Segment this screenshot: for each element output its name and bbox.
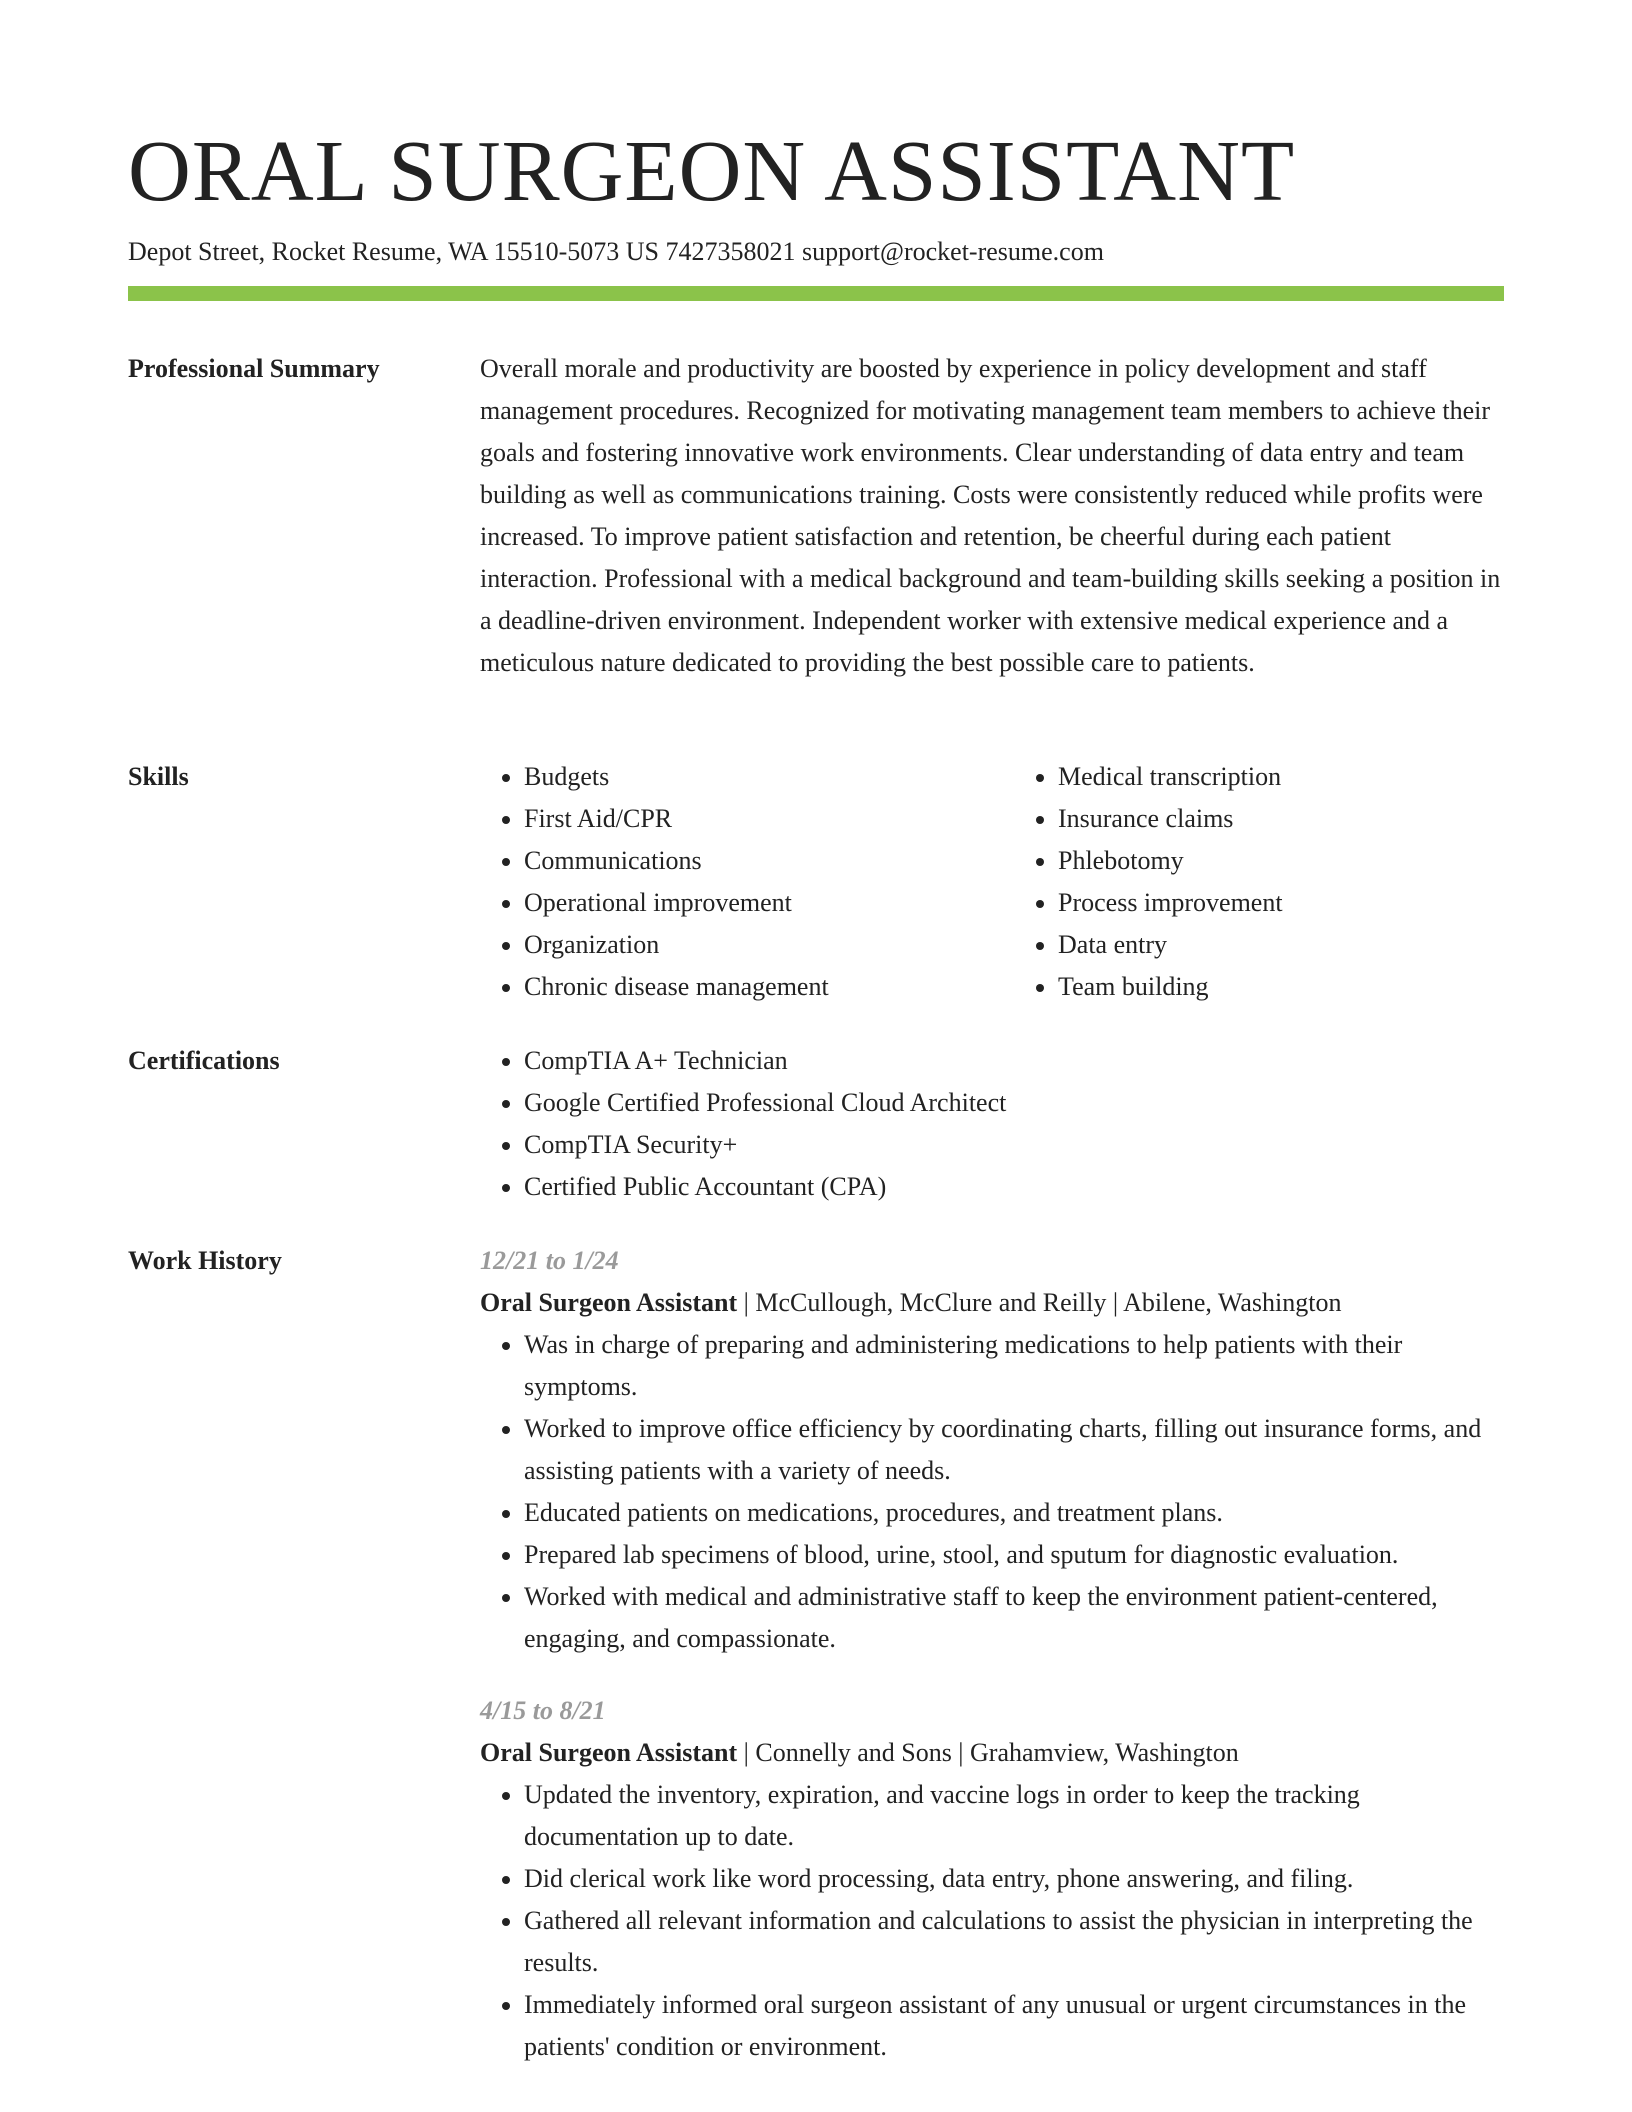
certification-item: • Certified Public Accountant (CPA)	[524, 1166, 1504, 1208]
certifications-section	[128, 1040, 1504, 1220]
contact-info: Depot Street, Rocket Resume, WA 15510-5073 US 7427358021 support@rocket-resume.com	[128, 237, 1104, 266]
skills-list-left	[480, 756, 970, 1008]
job-title: Oral Surgeon Assistant	[480, 1288, 738, 1317]
skill-item: • Phlebotomy	[1058, 840, 1504, 882]
job-heading	[480, 1282, 1504, 1324]
candidate-name: ORAL SURGEON ASSISTANT	[128, 122, 1296, 219]
summary-section	[128, 348, 1504, 728]
job-title: Oral Surgeon Assistant	[480, 1738, 738, 1767]
skill-item: • Medical transcription	[1058, 756, 1504, 798]
job-bullet: • Educated patients on medications, procedures, and treatment plans.	[524, 1492, 1504, 1534]
section-title-skills: Skills	[128, 762, 189, 791]
skill-item: • Operational improvement	[524, 882, 970, 924]
work-body	[480, 1240, 1504, 2068]
skill-item: • Data entry	[1058, 924, 1504, 966]
skill-item: • Chronic disease management	[524, 966, 970, 1008]
section-title-summary: Professional Summary	[128, 354, 380, 383]
job-bullets	[480, 1774, 1504, 2068]
job-dates: 12/21 to 1/24	[480, 1246, 619, 1275]
summary-body	[480, 348, 1504, 684]
section-title-certifications: Certifications	[128, 1046, 280, 1075]
skill-item: • Insurance claims	[1058, 798, 1504, 840]
job-entry	[480, 1240, 1504, 1660]
job-bullet: • Did clerical work like word processing, data entry, phone answering, and filing.	[524, 1858, 1504, 1900]
skill-item: • Team building	[1058, 966, 1504, 1008]
job-bullets	[480, 1324, 1504, 1660]
skills-list-right	[1014, 756, 1504, 1008]
skills-body	[480, 756, 1504, 1008]
job-bullet: • Immediately informed oral surgeon assistant of any unusual or urgent circumstances in the patients' condition or environment.	[524, 1984, 1504, 2068]
job-bullet: • Worked to improve office efficiency by coordinating charts, filling out insurance forms, and assisting patients with a variety of needs.	[524, 1408, 1504, 1492]
resume-header	[128, 118, 1504, 269]
job-dates: 4/15 to 8/21	[480, 1696, 606, 1725]
certification-item: • Google Certified Professional Cloud Architect	[524, 1082, 1504, 1124]
certification-item: • CompTIA A+ Technician	[524, 1040, 1504, 1082]
skill-item: • Process improvement	[1058, 882, 1504, 924]
skills-section	[128, 756, 1504, 1016]
skill-item: • Budgets	[524, 756, 970, 798]
job-bullet: • Gathered all relevant information and calculations to assist the physician in interpreting the results.	[524, 1900, 1504, 1984]
work-history-section	[128, 1240, 1504, 2112]
certification-item: • CompTIA Security+	[524, 1124, 1504, 1166]
accent-divider	[128, 286, 1504, 301]
skill-item: • Communications	[524, 840, 970, 882]
job-bullet: • Updated the inventory, expiration, and vaccine logs in order to keep the tracking documentation up to date.	[524, 1774, 1504, 1858]
job-bullet: • Prepared lab specimens of blood, urine, stool, and sputum for diagnostic evaluation.	[524, 1534, 1504, 1576]
job-details: | Connelly and Sons | Grahamview, Washington	[737, 1738, 1239, 1767]
skill-item: • Organization	[524, 924, 970, 966]
job-heading	[480, 1732, 1504, 1774]
job-bullet: • Worked with medical and administrative staff to keep the environment patient-centered, engaging, and compassionate.	[524, 1576, 1504, 1660]
certifications-list	[480, 1040, 1504, 1208]
section-title-work: Work History	[128, 1246, 282, 1275]
summary-text: Overall morale and productivity are boosted by experience in policy development and staff management procedures. Recognized for motivating management team members to achieve their goals and fostering innovative work environments. Clear understanding of data entry and team building as well as communications training. Costs were consistently reduced while profits were increased. To improve patient satisfaction and retention, be cheerful during each patient interaction. Professional with a medical background and team-building skills seeking a position in a deadline-driven environment. Independent worker with extensive medical experience and a meticulous nature dedicated to providing the best possible care to patients.	[480, 354, 1501, 677]
job-entry	[480, 1690, 1504, 2068]
certifications-body	[480, 1040, 1504, 1208]
skill-item: • First Aid/CPR	[524, 798, 970, 840]
job-bullet: • Was in charge of preparing and administering medications to help patients with their symptoms.	[524, 1324, 1504, 1408]
job-details: | McCullough, McClure and Reilly | Abilene, Washington	[737, 1288, 1342, 1317]
